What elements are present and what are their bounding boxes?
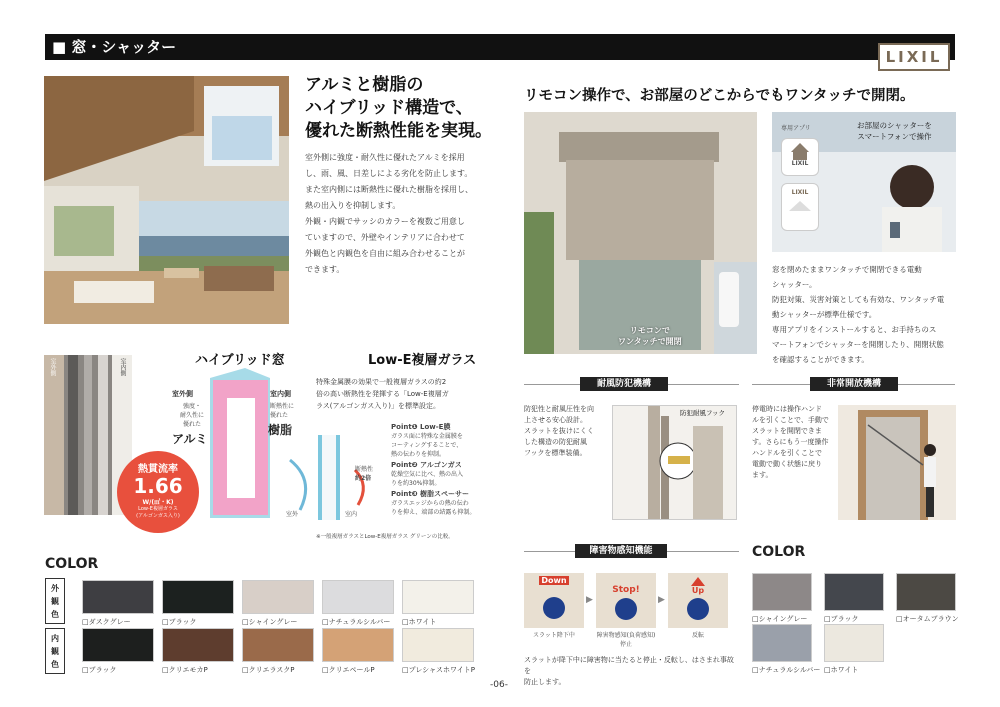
left-body-line: し、雨、風、日差しによる劣化を防止します。	[305, 169, 473, 178]
right-body-line: シャッター。	[772, 280, 817, 289]
app-icon-text: LIXIL	[791, 189, 809, 196]
left-heading-line: アルミと樹脂の	[305, 75, 424, 95]
ext-swatch	[242, 580, 314, 614]
hybrid-outer-material: アルミ	[172, 432, 208, 446]
house-outline-icon	[789, 201, 811, 211]
lowe-title: Low-E複層ガラス	[368, 353, 477, 368]
right-body-line: マートフォンでシャッターを開閉したり、開閉状態	[772, 340, 944, 349]
right-body-line: を確認することができます。	[772, 355, 869, 364]
left-body-line: 熱の出入りを抑制します。	[305, 201, 401, 210]
emergency-body-line: ハンドルを引くことで	[752, 449, 822, 457]
house-icon	[791, 143, 809, 152]
app-caption-line: お部屋のシャッターを	[857, 121, 932, 130]
ext-swatch	[402, 580, 474, 614]
left-heading	[305, 74, 495, 143]
emergency-body-line: スラットを開閉できま	[752, 427, 822, 435]
obstacle-title: 障害物感知機能	[575, 544, 667, 558]
step-tag: Down	[539, 576, 569, 585]
left-body-line: ていますので、外壁やインテリアに合わせて	[305, 233, 465, 242]
wind-title: 耐風防犯機構	[580, 377, 668, 391]
hybrid-outer-label: 室外側	[172, 390, 193, 398]
wind-body-line: 上させる安心設計。	[524, 416, 587, 424]
emergency-body-line: す。さらにもう一度操作	[752, 438, 829, 446]
shutter-swatch	[752, 573, 812, 611]
int-swatch-label: □クリエペールP	[322, 666, 375, 674]
int-swatch	[322, 628, 394, 662]
left-body-line: できます。	[305, 265, 345, 274]
int-swatch	[82, 628, 154, 662]
lowe-body-line: ラス(アルゴンガス入り)」を標準設定。	[316, 402, 440, 410]
sash-outside-label: 室外側	[49, 358, 56, 376]
ext-swatch-label: □ダスクグレー	[82, 618, 131, 626]
hybrid-title: ハイブリッド窓	[195, 353, 285, 368]
obstacle-step-3	[668, 573, 728, 628]
step-caption: 反転	[691, 632, 704, 639]
ext-swatch-label: □ブラック	[162, 618, 197, 626]
app-caption-line: スマートフォンで操作	[857, 132, 932, 141]
lixil-logo: LIXIL	[878, 43, 950, 71]
int-swatch-label: □クリエラスクP	[242, 666, 295, 674]
left-heading-line: 優れた断熱性能を実現。	[305, 121, 492, 141]
lowe-ratio-label	[355, 465, 373, 483]
lowe-point-body: ガラスエッジからの熱の伝わ	[391, 500, 469, 507]
lowe-point-body: りを約30%抑制。	[391, 480, 441, 487]
wind-body	[524, 404, 604, 459]
hybrid-outer-desc-line: 強度・	[182, 403, 201, 410]
exterior-color-label	[45, 578, 65, 624]
step-caption: スラット降下中	[533, 632, 575, 639]
int-swatch	[402, 628, 474, 662]
lowe-point-title: Point❸ 樹脂スペーサー	[391, 490, 470, 498]
emergency-body-line: ルを引くことで、手動で	[752, 416, 829, 424]
left-body	[305, 150, 480, 278]
left-body-line: また室内側には断熱性に優れた樹脂を採用し、	[305, 185, 473, 194]
left-color-title: COLOR	[45, 556, 99, 572]
shutter-swatch-label: □ブラック	[824, 615, 859, 623]
ext-swatch-label: □ホワイト	[402, 618, 437, 626]
lowe-point-title: Point❷ アルゴンガス	[391, 461, 462, 469]
wind-callout: 防犯耐風フック	[680, 409, 726, 417]
emergency-body-line: 停電時には操作ハンド	[752, 405, 822, 413]
step-arrow-icon: ▶	[658, 595, 665, 605]
right-body	[772, 262, 958, 367]
lowe-point-body: 熱の伝わりを抑制。	[391, 451, 446, 458]
obstacle-body-line: 防止します。	[524, 678, 566, 686]
exterior-label-char: 観	[51, 597, 59, 606]
hybrid-inner-desc-line: 断熱性に	[270, 403, 295, 410]
lowe-point-body: ガラス面に特殊な金属膜を	[391, 433, 463, 440]
lowe-point-title: Point❶ Low-E膜	[391, 423, 451, 431]
app-icon-home	[781, 138, 819, 176]
app-caption	[857, 120, 932, 142]
int-swatch	[242, 628, 314, 662]
lowe-ratio-line: 断熱性	[355, 466, 374, 473]
shutter-swatch	[752, 624, 812, 662]
shutter-swatch	[824, 624, 884, 662]
shutter-swatch-label: □オータムブラウン	[896, 615, 959, 623]
interior-photo	[44, 76, 289, 324]
ext-swatch	[322, 580, 394, 614]
photo-caption-line: ワンタッチで開閉	[618, 337, 682, 346]
up-arrow-icon	[691, 577, 705, 586]
house-body	[793, 152, 807, 160]
wind-body-line: フックを標準装備。	[524, 449, 587, 457]
right-body-line: 動シャッターが標準仕様です。	[772, 310, 877, 319]
hybrid-inner-desc	[270, 402, 294, 420]
lowe-ratio-line: 約2倍	[355, 475, 372, 482]
right-body-line: 窓を閉めたままワンタッチで開閉できる電動	[772, 265, 922, 274]
emergency-title: 非常開放機構	[810, 377, 898, 391]
lowe-point-body: りを抑え、端部の結露も抑制。	[391, 509, 476, 516]
int-swatch-label: □プレシャスホワイトP	[402, 666, 476, 674]
badge-note: (アルゴンガス入り)	[136, 513, 180, 519]
hybrid-inner-desc-line: 優れた	[270, 412, 289, 419]
lowe-point-body: 乾燥空気に比べ、熱の出入	[391, 471, 464, 478]
shutter-swatch-label: □シャイングレー	[752, 615, 808, 623]
obstacle-step-1	[524, 573, 584, 628]
step-arrow-icon: ▶	[586, 595, 593, 605]
lowe-body-line: 特殊金属膜の効果で一般複層ガラスの約2	[316, 378, 447, 386]
left-heading-line: ハイブリッド構造で、	[305, 98, 473, 118]
badge-note: Low-E複層ガラス	[138, 506, 178, 512]
exterior-label-char: 外	[51, 584, 59, 593]
ext-swatch-label: □シャイングレー	[242, 618, 298, 626]
shutter-photo-caption	[618, 325, 682, 347]
ext-swatch	[82, 580, 154, 614]
lowe-point-body: コーティングすることで、	[391, 442, 463, 449]
right-body-line: 専用アプリをインストールすると、お手持ちのス	[772, 325, 937, 334]
app-label: 専用アプリ	[781, 125, 811, 132]
hybrid-inner-label: 室内側	[270, 390, 291, 398]
lowe-outside-label: 室外	[286, 511, 299, 518]
exterior-label-char: 色	[51, 610, 59, 619]
right-body-line: 防犯対策、災害対策としても有効な、ワンタッチ電	[772, 295, 945, 304]
sash-inside-label: 室内側	[119, 358, 126, 376]
obstacle-body-line: スラットが降下中に障害物に当たると停止・反転し、はさまれ事故を	[524, 656, 734, 675]
ext-swatch	[162, 580, 234, 614]
ext-swatch-label: □ナチュラルシルバー	[322, 618, 391, 626]
badge-value: 1.66	[133, 474, 183, 498]
int-swatch-label: □ブラック	[82, 666, 117, 674]
hybrid-outer-desc	[172, 402, 212, 429]
lowe-body-line: 倍の高い断熱性を発揮する「Low-E複層ガ	[316, 390, 449, 398]
interior-label-char: 内	[51, 634, 59, 643]
interior-color-label	[45, 628, 65, 674]
lowe-points	[391, 423, 491, 517]
right-heading: リモコン操作で、お部屋のどこからでもワンタッチで開閉。	[524, 88, 915, 104]
hybrid-outer-desc-line: 耐久性に	[179, 412, 204, 419]
app-icon-lixil	[781, 183, 819, 231]
obstacle-body	[524, 655, 739, 688]
left-body-line: 室外側に強度・耐久性に優れたアルミを採用	[305, 153, 465, 162]
shutter-photo	[524, 112, 757, 354]
wind-body-line: した構造の防犯耐風	[524, 438, 587, 446]
wind-hook-image	[612, 405, 737, 520]
step-tag: Up	[691, 586, 705, 595]
shutter-swatch	[896, 573, 956, 611]
shutter-swatch-label: □ホワイト	[824, 666, 859, 674]
obstacle-step-2	[596, 573, 656, 628]
u-value-badge	[117, 451, 199, 533]
hybrid-inner-material: 樹脂	[268, 423, 293, 437]
wind-body-line: 防犯性と耐風圧性を向	[524, 405, 594, 413]
app-icon-text: LIXIL	[791, 160, 809, 167]
left-body-line: 外観色と内観色を自由に組み合わせることが	[305, 249, 465, 258]
emergency-image	[838, 405, 956, 520]
emergency-body-line: 電動で動く状態に戻り	[752, 460, 822, 468]
interior-label-char: 色	[51, 660, 59, 669]
right-color-title: COLOR	[752, 544, 806, 560]
step-tag: Stop!	[612, 585, 640, 595]
photo-caption-line: リモコンで	[629, 326, 670, 335]
emergency-body-line: ます。	[752, 471, 773, 479]
lowe-footnote: ※一般複層ガラスとLow-E複層ガラス グリーンの比較。	[316, 534, 454, 540]
step-caption: 障害物感知(負荷感知) 停止	[596, 632, 656, 648]
interior-label-char: 観	[51, 647, 59, 656]
hybrid-outer-desc-line: 優れた	[182, 421, 201, 428]
obstacle-ball-icon	[543, 597, 565, 619]
int-swatch-label: □クリエモカP	[162, 666, 208, 674]
header-bar	[45, 34, 955, 60]
int-swatch	[162, 628, 234, 662]
badge-unit: W/(㎡・K)	[142, 499, 174, 506]
emergency-body	[752, 404, 832, 481]
lowe-inside-label: 室内	[345, 511, 358, 518]
page-number: -06-	[490, 680, 508, 690]
badge-title: 熱貫流率	[138, 464, 178, 475]
left-body-line: 外観・内観でサッシのカラーを複数ご用意し	[305, 217, 465, 226]
page-title: ■ 窓・シャッター	[52, 38, 177, 56]
lowe-body	[316, 376, 486, 412]
shutter-swatch-label: □ナチュラルシルバー	[752, 666, 821, 674]
obstacle-ball-icon	[687, 598, 709, 620]
wind-body-line: スラットを抜けにくく	[524, 427, 594, 435]
shutter-swatch	[824, 573, 884, 611]
obstacle-ball-icon	[615, 598, 637, 620]
